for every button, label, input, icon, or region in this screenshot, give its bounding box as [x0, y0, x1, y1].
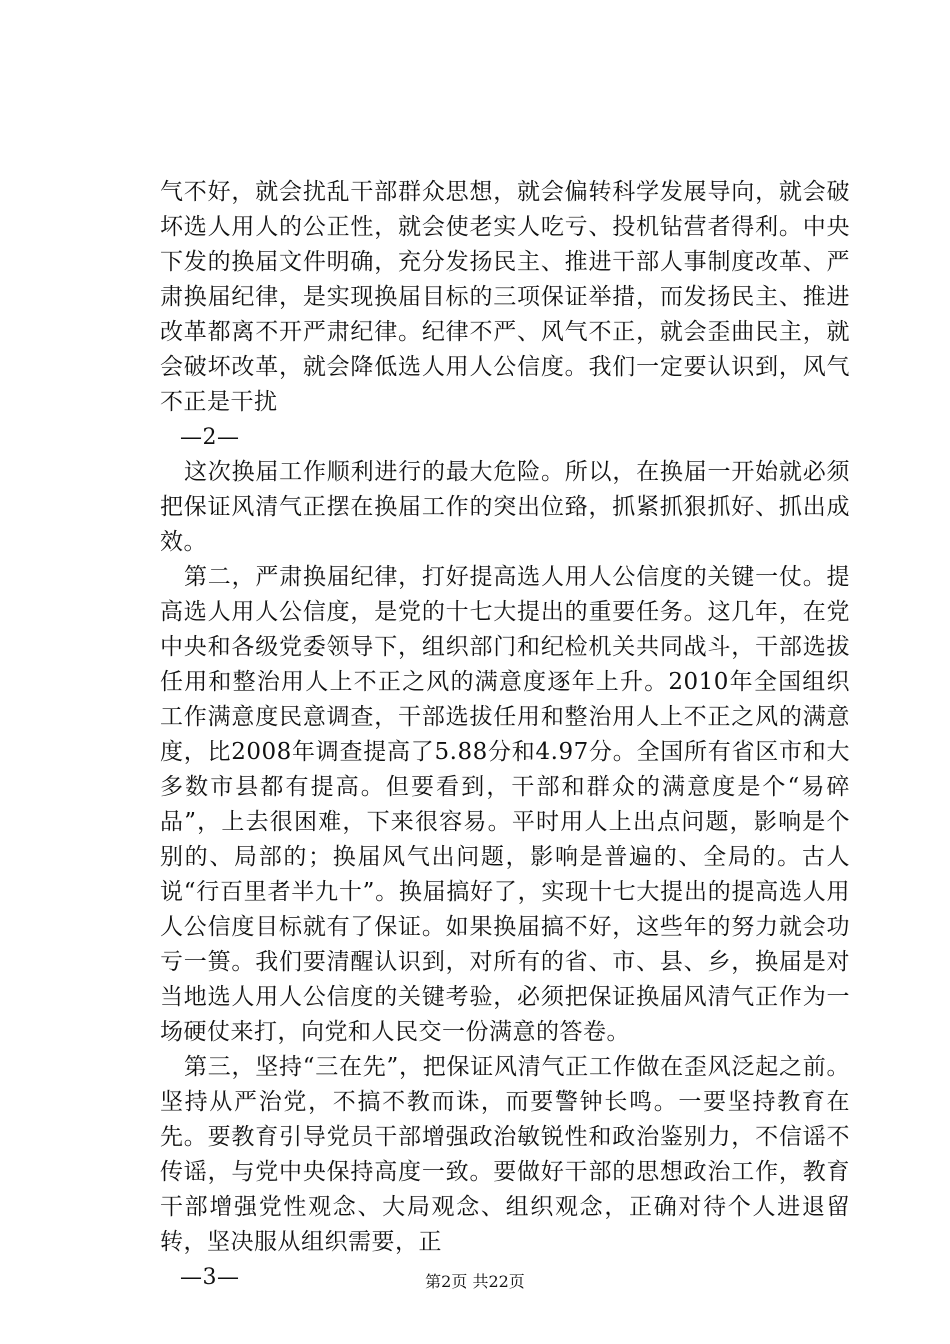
paragraph-danger: 这次换届工作顺利进行的最大危险。所以，在换届一开始就必须把保证风清气正摆在换届工作的突出位臵，抓紧抓狠抓好、抓出成效。	[160, 459, 850, 555]
document-body	[160, 175, 850, 1295]
paragraph-second-point: 第二，严肃换届纪律，打好提高选人用人公信度的关键一仗。提高选人用人公信度，是党的十七大提出的重要任务。这几年，在党中央和各级党委领导下，组织部门和纪检机关共同战斗，干部选拔任用和整治用人上不正之风的满意度逐年上升。2010年全国组织工作满意度民意调查，干部选拔任用和整治用人上不正之风的满意度，比2008年调查提高了5.88分和4.97分。全国所有省区市和大多数市县都有提高。但要看到，干部和群众的满意度是个“易碎品”，上去很困难，下来很容易。平时用人上出点问题，影响是个别的、局部的；换届风气出问题，影响是普遍的、全局的。古人说“行百里者半九十”。换届搞好了，实现十七大提出的提高选人用人公信度目标就有了保证。如果换届搞不好，这些年的努力就会功亏一篑。我们要清醒认识到，对所有的省、市、县、乡，换届是对当地选人用人公信度的关键考验，必须把保证换届风清气正作为一场硬仗来打，向党和人民交一份满意的答卷。	[160, 564, 850, 1045]
page-marker-3: —3—	[180, 1265, 240, 1290]
page-marker-2: —2—	[180, 425, 240, 450]
paragraph-continuation: 气不好，就会扰乱干部群众思想，就会偏转科学发展导向，就会破坏选人用人的公正性，就会使老实人吃亏、投机钻营者得利。中央下发的换届文件明确，充分发扬民主、推进干部人事制度改革、严肃换届纪律，是实现换届目标的三项保证举措，而发扬民主、推进改革都离不开严肃纪律。纪律不严、风气不正，就会歪曲民主，就会破坏改革，就会降低选人用人公信度。我们一定要认识到，风气不正是干扰	[160, 179, 850, 415]
page-footer: 第2页 共22页	[425, 1272, 525, 1291]
paragraph-third-point: 第三，坚持“三在先”，把保证风清气正工作做在歪风泛起之前。坚持从严治党，不搞不教而诛，而要警钟长鸣。一要坚持教育在先。要教育引导党员干部增强政治敏锐性和政治鉴别力，不信谣不传谣，与党中央保持高度一致。要做好干部的思想政治工作，教育干部增强党性观念、大局观念、组织观念，正确对待个人进退留转，坚决服从组织需要，正	[160, 1054, 850, 1255]
